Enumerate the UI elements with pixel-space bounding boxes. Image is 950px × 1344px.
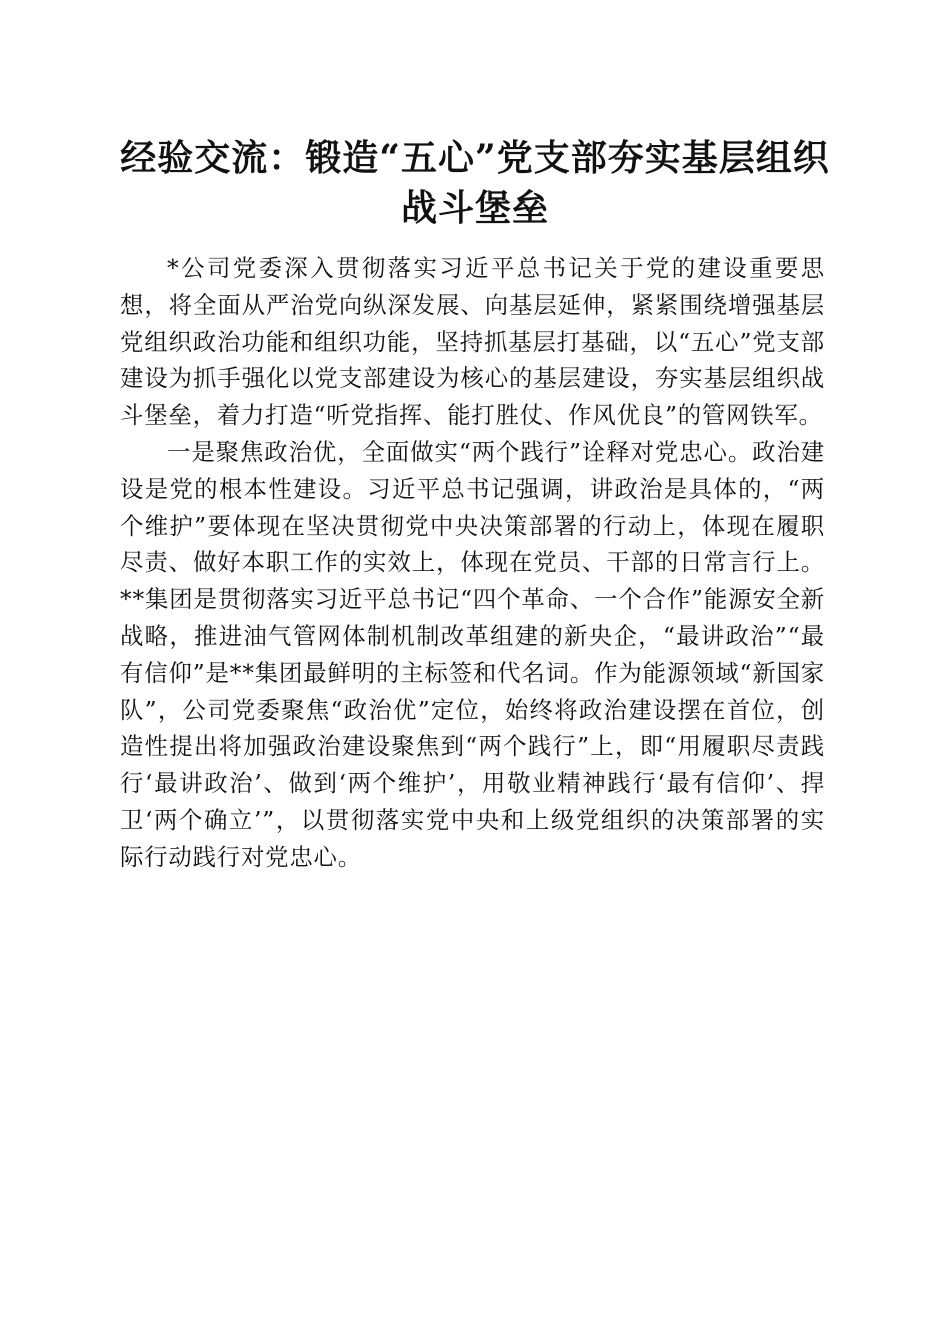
document-title <box>100 133 850 233</box>
title-line-1: 经验交流：锻造“五心”党支部夯实基层组织 <box>120 137 830 179</box>
paragraph-political <box>120 434 825 876</box>
paragraph-intro: *公司党委深入贯彻落实习近平总书记关于党的建设重要思想，将全面从严治党向纵深发展、向基层延伸，紧紧围绕增强基层党组织政治功能和组织功能，坚持抓基层打基础，以“五心”党支部建设为抓手强化以党支部建设为核心的基层建设，夯实基层组织战斗堡垒，着力打造“听党指挥、能打胜仗、作风优良”的管网铁军。 <box>120 254 825 430</box>
document-body <box>120 250 825 876</box>
paragraph-lead: 一是聚焦政治优，全面做实“两个践行”诠释对党忠心。 <box>167 437 753 466</box>
paragraph-body: 政治建设是党的根本性建设。习近平总书记强调，讲政治是具体的，“两个维护”要体现在坚决贯彻党中央决策部署的行动上，体现在履职尽责、做好本职工作的实效上，体现在党员、干部的日常言行上。**集团是贯彻落实习近平总书记“四个革命、一个合作”能源安全新战略，推进油气管网体制机制改革组建的新央企，“最讲政治”“最有信仰”是**集团最鲜明的主标签和代名词。作为能源领域“新国家队”，公司党委聚焦“政治优”定位，始终将政治建设摆在首位，创造性提出将加强政治建设聚焦到“两个践行”上，即“用履职尽责践行‘最讲政治’、做到‘两个维护’，用敬业精神践行‘最有信仰’、捍卫‘两个确立’”，以贯彻落实党中央和上级党组织的决策部署的实际行动践行对党忠心。 <box>120 437 825 871</box>
title-line-2: 战斗堡垒 <box>400 187 549 229</box>
